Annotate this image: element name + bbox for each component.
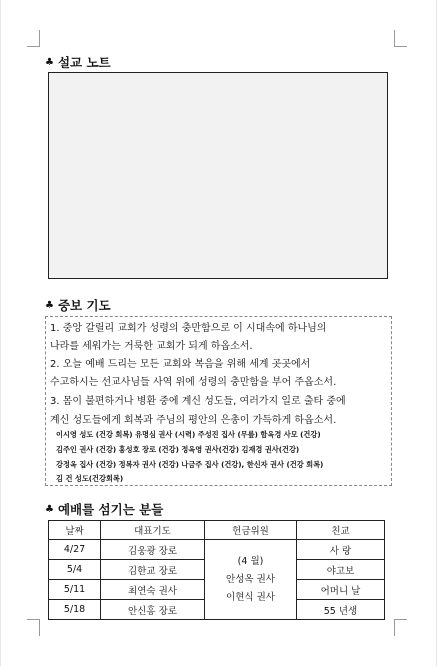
column-header-offering: 헌금위원 [205, 521, 297, 540]
prayer-line: 1. 중앙 갈릴리 교회가 성령의 충만함으로 이 시대속에 하나님의 [50, 323, 327, 334]
sick-list-line: 김주인 권사 (건강) 홍성호 장로 (건강) 정옥영 권사(건강) 김재경 권사(건강) [56, 445, 300, 454]
column-header-prayer: 대표기도 [101, 521, 205, 540]
prayer-box [45, 316, 392, 486]
sermon-notes-heading [45, 53, 111, 71]
table-row [49, 540, 385, 560]
sick-list-line: 강정옥 집사 (건강) 정복자 권사 (건강) 나금주 집사 (건강), 한신자 권사 (건강 회복) [56, 460, 324, 469]
servers-heading [45, 500, 163, 518]
prayer-line: 3. 몸이 불편하거나 병환 중에 계신 성도들, 여러가지 일로 출타 중에 [50, 396, 346, 407]
offering-cell [205, 540, 297, 620]
sick-list-line: 김 건 성도(건강회복) [56, 474, 124, 483]
prayer-line: 2. 오늘 예배 드리는 모든 교회와 복음을 위해 세계 곳곳에서 [50, 359, 311, 370]
prayer-cell: 안신홍 장로 [101, 600, 205, 620]
date-cell: 5/11 [49, 580, 101, 600]
prayer-heading [45, 296, 111, 314]
document-page [1, 0, 436, 666]
date-cell: 5/18 [49, 600, 101, 620]
margin-corner-bottom-right [394, 619, 407, 636]
fellowship-cell: 55 년생 [297, 600, 385, 620]
offering-member: 안성옥 권사 [226, 573, 275, 585]
fellowship-cell: 어머니 날 [297, 580, 385, 600]
fellowship-cell: 야고보 [297, 560, 385, 580]
prayer-title: 중보 기도 [57, 298, 111, 313]
column-header-fellowship: 친교 [297, 521, 385, 540]
club-bullet-icon: ♣ [45, 299, 54, 311]
sermon-notes-box[interactable] [48, 72, 388, 279]
date-cell: 5/4 [49, 560, 101, 580]
prayer-line: 계신 성도들에게 회복과 주님의 평안의 은총이 가득하게 하옵소서. [50, 415, 337, 426]
margin-corner-top-left [27, 30, 40, 47]
fellowship-cell: 사 랑 [297, 540, 385, 560]
sick-list-line: 이시영 성도 (건강 회복) 유명심 권사 (시력) 주성진 집사 (무릎) 함옥경 사모 (건강) [56, 430, 321, 439]
date-cell: 4/27 [49, 540, 101, 560]
prayer-cell: 김웅광 장로 [101, 540, 205, 560]
servers-table [48, 520, 385, 620]
prayer-line: 수고하시는 선교사님들 사역 위에 성령의 충만함을 부어 주옵소서. [50, 377, 337, 388]
club-bullet-icon: ♣ [45, 503, 54, 515]
prayer-cell: 김한교 장로 [101, 560, 205, 580]
prayer-line: 나라를 세워가는 거룩한 교회가 되게 하옵소서. [50, 341, 253, 352]
servers-title: 예배를 섬기는 분들 [57, 502, 164, 517]
club-bullet-icon: ♣ [45, 56, 54, 68]
offering-month: (4 월) [237, 555, 264, 567]
prayer-cell: 최연숙 권사 [101, 580, 205, 600]
table-header-row [49, 521, 385, 540]
margin-corner-top-right [394, 30, 407, 47]
margin-corner-bottom-left [27, 619, 40, 636]
column-header-date: 날짜 [49, 521, 101, 540]
sermon-notes-title: 설교 노트 [57, 55, 111, 70]
offering-member: 이현식 권사 [226, 591, 275, 603]
